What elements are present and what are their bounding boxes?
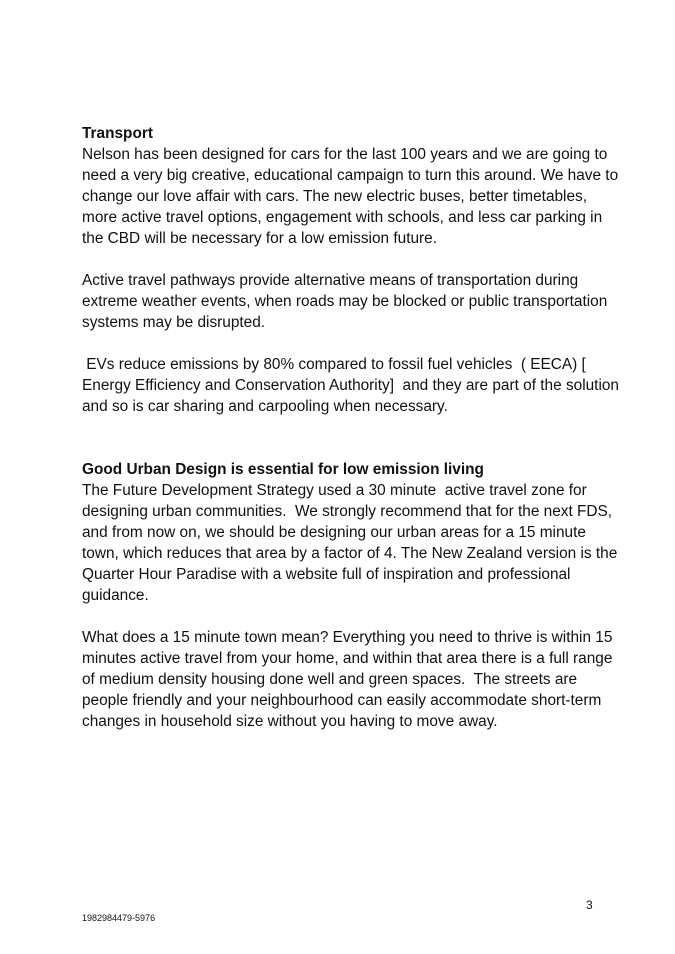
document-id: 1982984479-5976 [82,913,156,923]
paragraph-spacer [82,333,622,354]
page-number: 3 [586,898,593,912]
section-spacer [82,417,622,459]
paragraph-spacer [82,249,622,270]
section-heading-transport: Transport [82,125,153,142]
section-heading-urban-design: Good Urban Design is essential for low emission living [82,461,484,478]
transport-paragraph-3: EVs reduce emissions by 80% compared to fossil fuel vehicles ( EECA) [ Energy Efficiency and Conservation Authority] and they are part of the solution and so is car sharing and carpooling when necessary. [82,356,624,415]
transport-paragraph-2: Active travel pathways provide alternative means of transportation during extreme weather events, when roads may be blocked or public transportation systems may be disrupted. [82,272,612,331]
paragraph-spacer [82,606,622,627]
transport-paragraph-1: Nelson has been designed for cars for the last 100 years and we are going to need a very big creative, educational campaign to turn this around. We have to change our love affair with cars. The new electric buses, better timetables, more active travel options, engagement with schools, and less car parking in the CBD will be necessary for a low emission future. [82,146,623,247]
document-body [82,123,622,732]
urban-design-paragraph-1: The Future Development Strategy used a 30 minute active travel zone for designing urban communities. We strongly recommend that for the next FDS, and from now on, we should be designing our urban areas for a 15 minute town, which reduces that area by a factor of 4. The New Zealand version is the Quarter Hour Paradise with a website full of inspiration and professional guidance. [82,482,622,604]
urban-design-paragraph-2: What does a 15 minute town mean? Everything you need to thrive is within 15 minutes active travel from your home, and within that area there is a full range of medium density housing done well and green spaces. The streets are people friendly and your neighbourhood can easily accommodate short-term changes in household size without you having to move away. [82,629,617,730]
